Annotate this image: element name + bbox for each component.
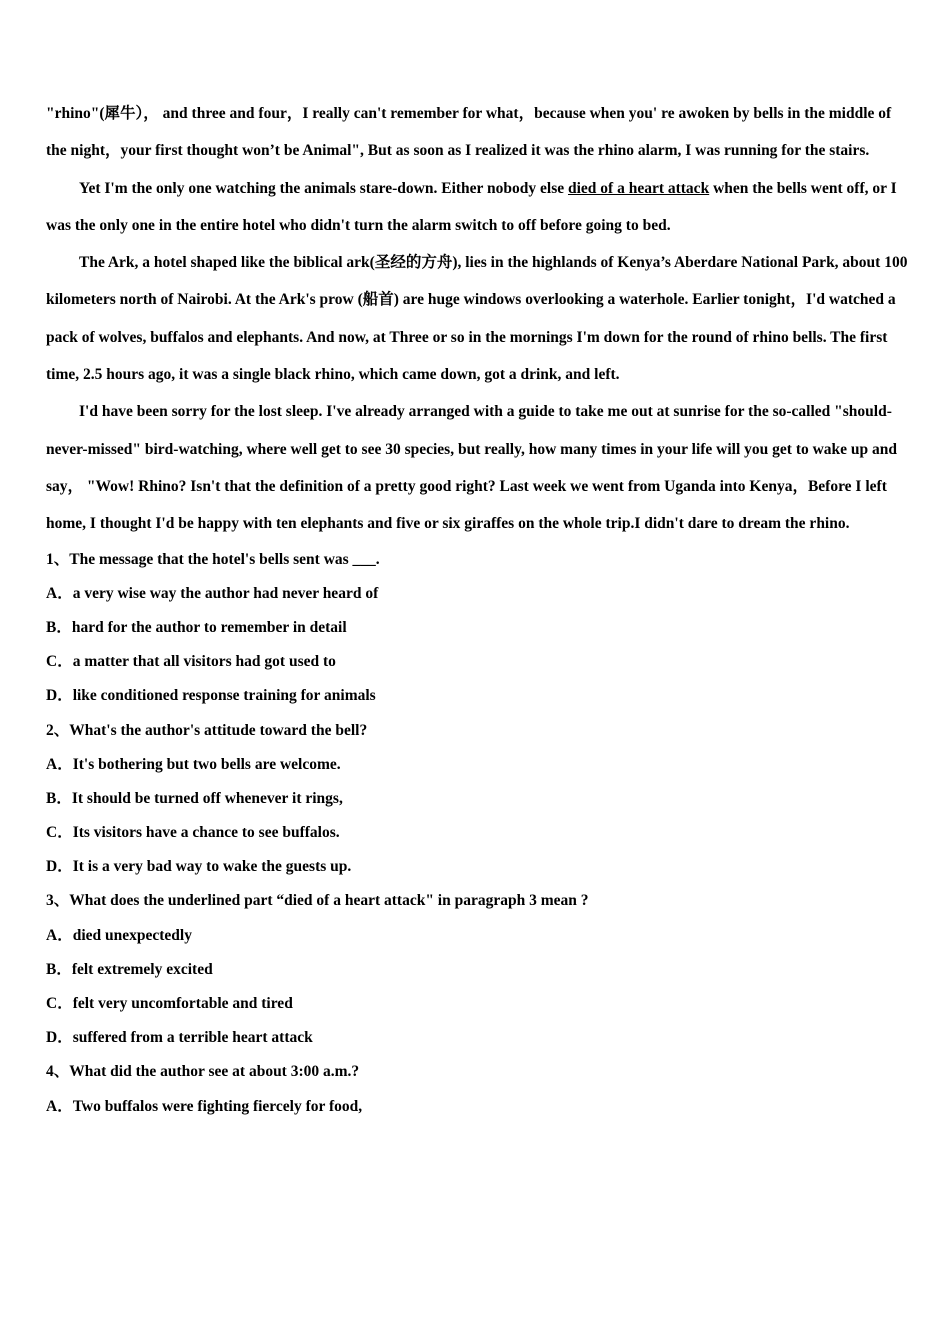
question-option: A．died unexpectedly (46, 926, 192, 944)
question-4 (46, 1055, 908, 1123)
question-option: B．felt extremely excited (46, 960, 213, 978)
question-stem: 3、What does the underlined part “died of a heart attack" in paragraph 3 mean ? (46, 892, 589, 910)
question-stem: 2、What's the author's attitude toward the bell? (46, 721, 368, 739)
passage-paragraph-2 (46, 170, 908, 245)
question-option: B．It should be turned off whenever it rings, (46, 789, 343, 807)
question-stem: 4、What did the author see at about 3:00 a.m.? (46, 1063, 360, 1081)
question-option: A．a very wise way the author had never heard of (46, 584, 379, 602)
question-2 (46, 714, 908, 885)
question-option: D．like conditioned response training for animals (46, 687, 376, 705)
document-page (46, 95, 908, 1124)
question-option: B．hard for the author to remember in detail (46, 618, 347, 636)
question-option: A．It's bothering but two bells are welcome. (46, 755, 341, 773)
question-option: D．It is a very bad way to wake the guests up. (46, 858, 352, 876)
passage-paragraph-2-before: Yet I'm the only one watching the animals stare-down. Either nobody else (79, 179, 568, 197)
question-3 (46, 884, 908, 1055)
question-stem: 1、The message that the hotel's bells sent was ___. (46, 550, 380, 568)
question-option: C．Its visitors have a chance to see buffalos. (46, 824, 340, 842)
passage-paragraph-3: The Ark, a hotel shaped like the biblical ark(圣经的方舟), lies in the highlands of Kenya’s Aberdare National Park, about 100 kilometers north of Nairobi. At the Ark's prow (船首) are huge windows overlooking a waterhole. Earlier tonight，I'd watched a pack of wolves, buffalos and elephants. And now, at Three or so in the mornings I'm down for the round of rhino bells. The first time, 2.5 hours ago, it was a single black rhino, which came down, got a drink, and left. (46, 254, 908, 384)
passage-paragraph-1: "rhino"(犀牛）， and three and four，I really can't remember for what，because when you' re awoken by bells in the middle of the night，your first thought won’t be Animal", But as soon as I realized it was the rhino alarm, I was running for the stairs. (46, 105, 892, 160)
passage-paragraph-4: I'd have been sorry for the lost sleep. I've already arranged with a guide to take me out at sunrise for the so-called "should-never-missed" bird-watching, where well get to see 30 species, but really, how many times in your life will you get to wake up and say， "Wow! Rhino? Isn't that the definition of a pretty good right? Last week we went from Uganda into Kenya，Before I left home, I thought I'd be happy with ten elephants and five or six giraffes on the whole trip.I didn't dare to dream the rhino. (46, 403, 898, 533)
passage-paragraph-2-after: when the bells went off, or I was the only one in the entire hotel who didn't turn the alarm switch to off before going to bed. (46, 179, 897, 234)
question-1 (46, 543, 908, 714)
question-option: D．suffered from a terrible heart attack (46, 1029, 313, 1047)
underlined-phrase: died of a heart attack (567, 179, 710, 197)
question-option: C．felt very uncomfortable and tired (46, 995, 293, 1012)
question-option: A．Two buffalos were fighting fiercely for food, (46, 1097, 363, 1115)
question-option: C．a matter that all visitors had got used to (46, 653, 336, 671)
